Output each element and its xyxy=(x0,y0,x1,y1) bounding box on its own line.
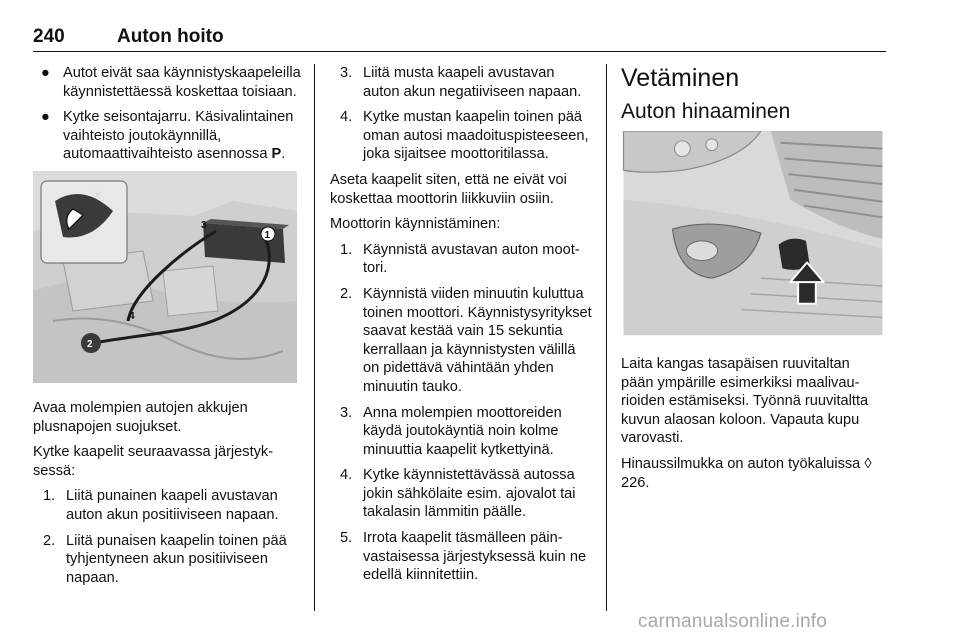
column-2 xyxy=(330,64,592,592)
figure-label-1: 1 xyxy=(264,229,271,241)
column-1 xyxy=(33,64,301,594)
towing-cover-illustration xyxy=(621,131,885,339)
step-text: Käynnistä viiden minuutin kuluttua toinen moottori. Käynnistysyritykset saavat kestää vain 15 sekuntia kerrallaan ja käynnistysten välillä on pidettävä vähintään yhden minuutin tauko. xyxy=(363,285,592,395)
step-number: 5. xyxy=(340,530,353,547)
gear-position: P xyxy=(271,146,282,163)
paragraph: Aseta kaapelit siten, että ne eivät voi koskettaa moottorin liikkuviin osiin. xyxy=(330,171,567,207)
bullet-icon: ● xyxy=(41,109,50,126)
page-reference-link[interactable]: 226. xyxy=(621,474,650,491)
figure-label-3: 3 xyxy=(201,219,207,231)
step-text: Käynnistä avustavan auton moottori. xyxy=(363,241,580,277)
list-item xyxy=(330,285,592,397)
list-item xyxy=(33,532,301,588)
step-text: Anna molempien moottoreiden käydä joutokäyntiä noin kolme minuuttia kaapelit kytkettyinä. xyxy=(363,404,562,458)
paragraph-text: Hinaussilmukka on auton työkaluissa xyxy=(621,455,861,472)
section-title: Auton hoito xyxy=(117,26,224,47)
step-number: 1. xyxy=(340,241,353,258)
list-item xyxy=(330,404,592,460)
bullet-icon: ● xyxy=(41,65,50,81)
column-divider-1 xyxy=(314,64,315,611)
step-number: 2. xyxy=(43,532,56,549)
paragraph: Avaa molempien autojen akkujen plusnapojen suojukset. xyxy=(33,399,248,435)
list-item xyxy=(330,529,592,585)
column-3 xyxy=(621,64,885,499)
list-item xyxy=(330,241,592,278)
bullet-text: Autot eivät saa käynnistyskaapeleilla käynnistettäessä koskettaa toisiaan. xyxy=(63,65,301,100)
paragraph xyxy=(621,455,885,492)
paragraph: Kytke kaapelit seuraavassa järjestyksessä: xyxy=(33,444,274,479)
watermark: carmanualsonline.info xyxy=(638,611,828,632)
list-item xyxy=(330,466,592,522)
page-header xyxy=(33,26,886,52)
bullet-item xyxy=(33,108,301,164)
paragraph: Moottorin käynnistäminen: xyxy=(330,216,501,233)
step-text: Kytke käynnistettävässä autossa jokin sähkölaite esim. ajovalot tai takalasin lämmitin päälle. xyxy=(363,467,576,521)
bullet-item xyxy=(33,64,301,101)
step-number: 4. xyxy=(340,109,353,126)
page-number: 240 xyxy=(33,26,65,47)
list-item xyxy=(330,64,592,101)
step-number: 2. xyxy=(340,285,353,302)
step-text: Liitä punaisen kaapelin toinen pää tyhjentyneen akun positiiviseen napaan. xyxy=(66,532,287,586)
step-text: Liitä punainen kaapeli avustavan auton akun positiiviseen napaan. xyxy=(66,488,279,523)
column-divider-2 xyxy=(606,64,607,611)
step-number: 3. xyxy=(340,65,353,81)
step-number: 1. xyxy=(43,488,56,505)
bullet-text: Kytke seisontajarru. Käsivalintainen vaihteisto joutokäynnillä, automaattivaihteisto asennossa xyxy=(63,109,294,163)
list-item xyxy=(330,108,592,164)
step-number: 4. xyxy=(340,467,353,484)
figure-label-2: 2 xyxy=(87,338,93,350)
list-item xyxy=(33,487,301,524)
page-reference-icon: ◊ xyxy=(864,455,872,472)
step-text: Kytke mustan kaapelin toinen pää oman autosi maadoituspisteeseen, joka sijaitsee moottoritilassa. xyxy=(363,109,589,163)
step-text: Irrota kaapelit täsmälleen päinvastaisessa järjestyksessä kuin ne edellä kiinnitettiin. xyxy=(363,530,587,584)
paragraph: Laita kangas tasapäisen ruuvitaltan pään ympärille esimerkiksi maalivaurioiden estämiseksi. Työnnä ruuvitaltta kuvun alaosan koloon. Vapauta kupu varovasti. xyxy=(621,356,869,447)
jump-start-illustration xyxy=(33,171,297,383)
bullet-end: . xyxy=(281,146,286,163)
step-text: Liitä musta kaapeli avustavan auton akun negatiiviseen napaan. xyxy=(363,65,582,100)
chapter-heading: Vetäminen xyxy=(621,64,740,92)
section-heading: Auton hinaaminen xyxy=(621,100,791,123)
figure-label-4: 4 xyxy=(129,310,135,322)
step-number: 3. xyxy=(340,404,353,421)
svg-text:✕: ✕ xyxy=(93,187,104,202)
